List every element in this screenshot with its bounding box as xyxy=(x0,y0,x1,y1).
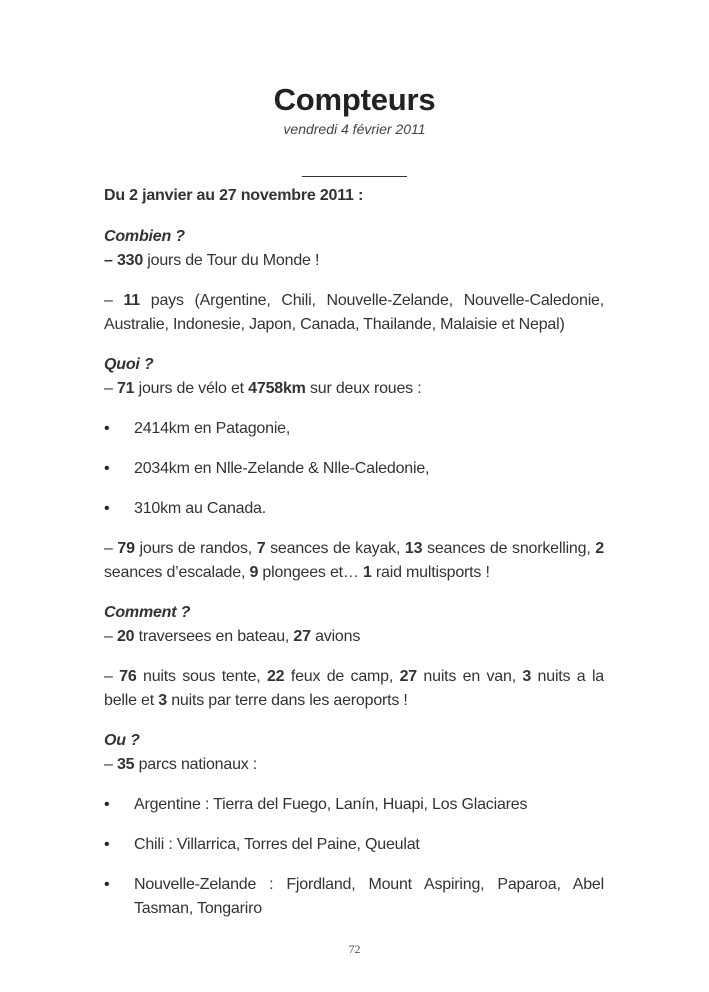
stat-text: nuits en van, xyxy=(416,668,523,685)
dash: – xyxy=(104,628,117,645)
post-date: vendredi 4 février 2011 xyxy=(283,121,426,137)
stat-text: sur deux roues : xyxy=(305,380,422,397)
stat-text: plongees et… xyxy=(258,564,363,581)
stat-transport xyxy=(104,625,604,649)
stat-number: 27 xyxy=(399,668,417,685)
list-item xyxy=(104,873,604,921)
list-item xyxy=(104,417,604,441)
stat-days xyxy=(104,249,604,273)
stat-number: 3 xyxy=(158,692,167,709)
parks-list xyxy=(104,793,604,921)
dash: – xyxy=(104,756,117,773)
list-item-text: Nouvelle-Zelande : Fjordland, Mount Aspiring, Paparoa, Abel Tasman, Tongariro xyxy=(134,876,604,917)
stat-activities xyxy=(104,537,604,585)
bike-distance-list xyxy=(104,417,604,521)
page-title: Compteurs xyxy=(273,82,436,117)
stat-number: 11 xyxy=(123,292,140,309)
list-item-text: Argentine : Tierra del Fuego, Lanín, Huapi, Los Glaciares xyxy=(134,796,528,813)
dash: – xyxy=(104,668,120,685)
stat-text: nuits a la belle et xyxy=(104,668,604,709)
list-item-text: 2414km en Patagonie, xyxy=(134,420,291,437)
stat-text: feux de camp, xyxy=(284,668,400,685)
stat-text: parcs nationaux : xyxy=(134,756,258,773)
stat-number: 2 xyxy=(595,540,604,557)
dash: – xyxy=(104,380,117,397)
stat-parks xyxy=(104,753,604,777)
list-item xyxy=(104,497,604,521)
title-separator xyxy=(302,176,407,177)
bullet-icon: • xyxy=(104,460,110,477)
stat-nights xyxy=(104,665,604,713)
stat-text: jours de vélo et xyxy=(134,380,249,397)
stat-number: 76 xyxy=(119,668,137,685)
bullet-icon: • xyxy=(104,876,110,893)
page-number: 72 xyxy=(348,942,361,956)
stat-number: 3 xyxy=(522,668,532,685)
section-heading-quoi: Quoi ? xyxy=(104,356,154,373)
intro-line: Du 2 janvier au 27 novembre 2011 : xyxy=(104,187,364,204)
stat-number: 1 xyxy=(362,564,372,581)
stat-number: 35 xyxy=(116,756,135,773)
list-item-text: 2034km en Nlle-Zelande & Nlle-Caledonie, xyxy=(134,460,430,477)
list-item xyxy=(104,457,604,481)
stat-number: 7 xyxy=(256,540,266,557)
stat-text: seances de kayak, xyxy=(265,540,405,557)
stat-number: 71 xyxy=(116,380,135,397)
bullet-icon: • xyxy=(104,796,110,813)
section-heading-combien: Combien ? xyxy=(104,228,185,245)
stat-text: jours de Tour du Monde ! xyxy=(143,252,320,269)
list-item-text: 310km au Canada. xyxy=(134,500,267,517)
section-heading-ou: Ou ? xyxy=(104,732,140,749)
stat-bike xyxy=(104,377,604,401)
stat-text: avions xyxy=(310,628,361,645)
stat-number: 79 xyxy=(117,540,135,557)
stat-text: raid multisports ! xyxy=(371,564,490,581)
stat-number: 13 xyxy=(404,540,423,557)
dash: – xyxy=(104,540,118,557)
dash: – xyxy=(104,292,124,309)
stat-text: nuits sous tente, xyxy=(136,668,267,685)
stat-text: nuits par terre dans les aeroports ! xyxy=(166,692,408,709)
dash: – xyxy=(104,252,117,269)
stat-number: 9 xyxy=(249,564,259,581)
stat-text: seances de snorkelling, xyxy=(422,540,596,557)
stat-number: 330 xyxy=(116,252,144,269)
bullet-icon: • xyxy=(104,836,110,853)
stat-number: 27 xyxy=(293,628,311,645)
stat-text: seances d’escalade, xyxy=(104,564,250,581)
stat-number: 22 xyxy=(266,668,285,685)
list-item xyxy=(104,793,604,817)
stat-text: jours de randos, xyxy=(134,540,257,557)
stat-text: traversees en bateau, xyxy=(134,628,294,645)
section-heading-comment: Comment ? xyxy=(104,604,191,621)
stat-number: 20 xyxy=(116,628,135,645)
article-body xyxy=(104,184,604,921)
list-item xyxy=(104,833,604,857)
bullet-icon: • xyxy=(104,500,110,517)
stat-text: pays (Argentine, Chili, Nouvelle-Zelande, Nouvelle-Caledonie, Australie, Indonesie, Japon, Canada, Thailande, Malaisie et Nepal) xyxy=(104,292,604,333)
stat-number: 4758km xyxy=(248,380,306,397)
stat-countries xyxy=(104,289,604,337)
bullet-icon: • xyxy=(104,420,110,437)
list-item-text: Chili : Villarrica, Torres del Paine, Queulat xyxy=(134,836,420,853)
